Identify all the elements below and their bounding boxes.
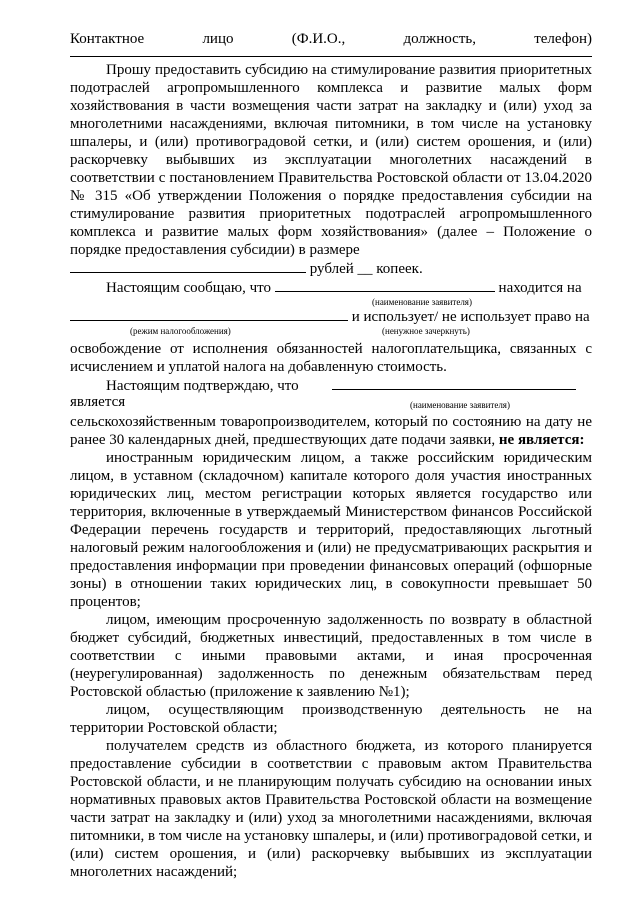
foreign-paragraph: иностранным юридическим лицом, а также российским юридическим лицом, в уставном (складочном) капитале которого доля участия иностранных юридических лиц, местом регистрации которых является государство или территория, включенные в утверждаемый Министерством финансов Российской Федерации перечень государств и территорий, предоставляющих льготный налоговый режим налогообложения и (или) не предусматривающих раскрытия и предоставления информации при проведении финансовых операций (офшорные зоны) в отношении таких юридических лиц, в совокупности превышает 50 процентов; [70,450,592,610]
recipient-paragraph: получателем средств из областного бюджета, из которого планируется предоставление субсидии в соответствии с правовым актом Правительства Ростовской области, и не планирующим получать субсидию на основании иных нормативных правовых актов Правительства Ростовской области на возмещение части затрат на закладку и (или) уход за многолетними насаждениями, включая питомники, в том числе на установку шпалеры, и (или) противоградовой сетки, и (или) систем орошения, и (или) раскорчевку выбывших из эксплуатации многолетних насаждений; [70,738,592,880]
amount-line [70,259,592,278]
document-page [70,30,592,881]
amount-blank[interactable] [70,259,306,273]
exemption-paragraph: освобождение от исполнения обязанностей налогоплательщика, связанных с исчислением и уплатой налога на добавленную стоимость. [70,341,592,375]
confirm-applicant-blank[interactable] [332,376,576,390]
hint-row-1 [70,297,592,307]
producer-text: сельскохозяйственным товаропроизводителем, который по состоянию на дату не ранее 30 календарных дней, предшествующих дате подачи заявки, [70,414,592,448]
hint-tax-regime: (режим налогообложения) [130,326,231,336]
territory-paragraph: лицом, осуществляющим производственную деятельность не на территории Ростовской области; [70,702,592,736]
notify-prefix: Настоящим сообщаю, что [106,280,272,296]
hint-applicant: (наименование заявителя) [372,297,472,307]
contact-line: Контактное лицо (Ф.И.О., должность, телефон) [70,31,592,47]
producer-paragraph [70,413,592,449]
confirm-prefix: Настоящим подтверждаю, что [106,378,299,394]
request-paragraph [70,61,592,259]
amount-suffix: рублей __ копеек. [309,261,423,277]
confirm-line [70,376,592,395]
overdue-paragraph: лицом, имеющим просроченную задолженность по возврату в областной бюджет субсидий, бюджетных инвестиций, предоставленных в том числе в соответствии с иными правовыми актами, и иная просроченная (неурегулированная) задолженность по денежным обязательствам перед Ростовской областью (приложение к заявлению №1); [70,612,592,700]
notify-located: находится на [498,280,582,296]
contact-rule [70,48,592,57]
not-is-label: не является: [498,432,585,448]
is-row [70,395,592,409]
request-text: Прошу предоставить субсидию на стимулирование развития приоритетных подотраслей агропромышленного комплекса и развитие малых форм хозяйствования в части возмещения части затрат на закладку и (или) уход за многолетними насаждениями, включая питомники, в том числе на установку шпалеры, и (или) противоградовой сетки, и (или) систем орошения, и (или) раскорчевку выбывших из эксплуатации многолетних насаждений в соответствии с постановлением Правительства Ростовской области от 13.04.2020 № 315 «Об утверждении Положения о порядке предоставления субсидии на стимулирование развития приоритетных подотраслей агропромышленного комплекса и развитие малых форм хозяйствования» (далее – Положение о порядке предоставления субсидии) в размере [70,62,592,258]
applicant-blank[interactable] [275,278,495,292]
tax-uses: и использует/ не использует право на [351,309,590,325]
hint-strike: (ненужное зачеркнуть) [382,326,470,336]
is-word: является [70,394,126,410]
notify-line [70,278,592,297]
tax-line [70,307,592,326]
tax-regime-blank[interactable] [70,307,348,321]
hint-row-2 [70,326,592,336]
hint-applicant-2: (наименование заявителя) [410,400,510,410]
